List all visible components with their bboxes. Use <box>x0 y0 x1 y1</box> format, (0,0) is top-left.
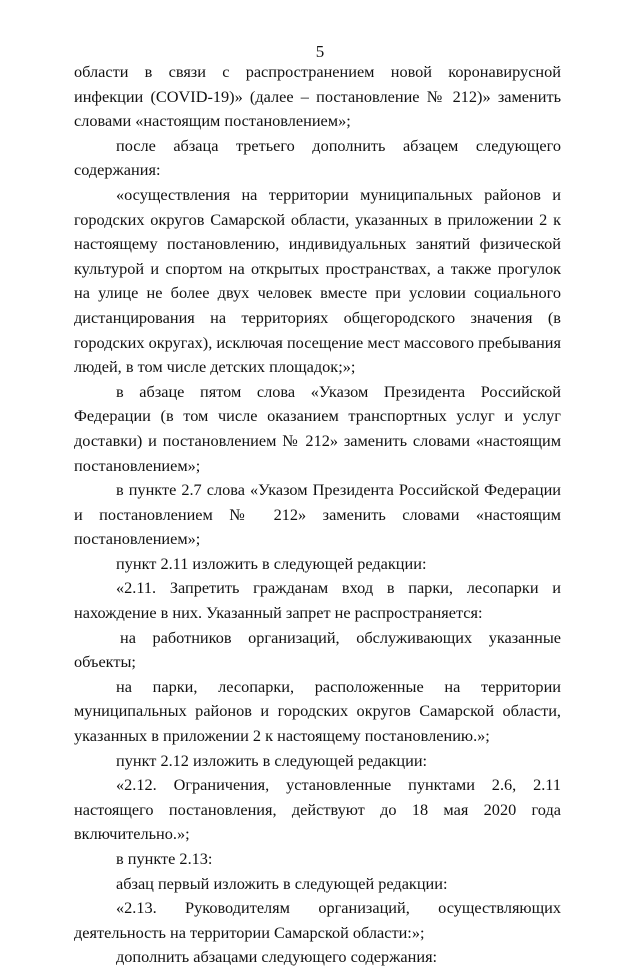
paragraph: области в связи с распространением новой коронавирусной инфекции (COVID-19)» (далее – постановление № 212)» заменить словами «настоящим постановлением»; <box>74 62 561 131</box>
paragraph: в пункте 2.7 слова «Указом Президента Российской Федерации и постановлением № 212» заменить словами «настоящим постановлением»; <box>74 480 561 549</box>
paragraph: пункт 2.12 изложить в следующей редакции: <box>116 750 428 770</box>
paragraph: после абзаца третьего дополнить абзацем следующего содержания: <box>74 135 561 180</box>
paragraph: на работников организаций, обслуживающих указанные объекты; <box>74 627 561 672</box>
paragraph: в абзаце пятом слова «Указом Президента Российской Федерации (в том числе оказанием транспортных услуг и услуг доставки) и постановлением № 212» заменить словами «настоящим постановлением»; <box>74 381 561 475</box>
paragraph: в пункте 2.13: <box>116 849 213 868</box>
paragraph: «2.11. Запретить гражданам вход в парки, лесопарки и нахождение в них. Указанный запрет не распространяется: <box>74 578 561 623</box>
paragraph: «2.12. Ограничения, установленные пунктами 2.6, 2.11 настоящего постановления, действуют до 18 мая 2020 года включительно.»; <box>74 775 561 844</box>
paragraph: пункт 2.11 изложить в следующей редакции: <box>116 553 427 573</box>
paragraph: абзац первый изложить в следующей редакции: <box>116 873 448 893</box>
page-number: 5 <box>315 42 325 61</box>
paragraph: дополнить абзацами следующего содержания: <box>116 947 438 967</box>
document-body <box>74 60 561 970</box>
paragraph: «осуществления на территории муниципальных районов и городских округов Самарской области, указанных в приложении 2 к настоящему постановлению, индивидуальных занятий физической культурой и спортом на открытых пространствах, а также прогулок на улице не более двух человек вместе при условии социального дистанцирования на территориях общегородского значения (в городских округах), исключая посещение мест массового пребывания людей, в том числе детских площадок;»; <box>74 184 561 377</box>
paragraph: на парки, лесопарки, расположенные на территории муниципальных районов и городских округов Самарской области, указанных в приложении 2 к настоящему постановлению.»; <box>74 676 561 746</box>
paragraph: «2.13. Руководителям организаций, осуществляющих деятельность на территории Самарской области:»; <box>74 898 561 942</box>
